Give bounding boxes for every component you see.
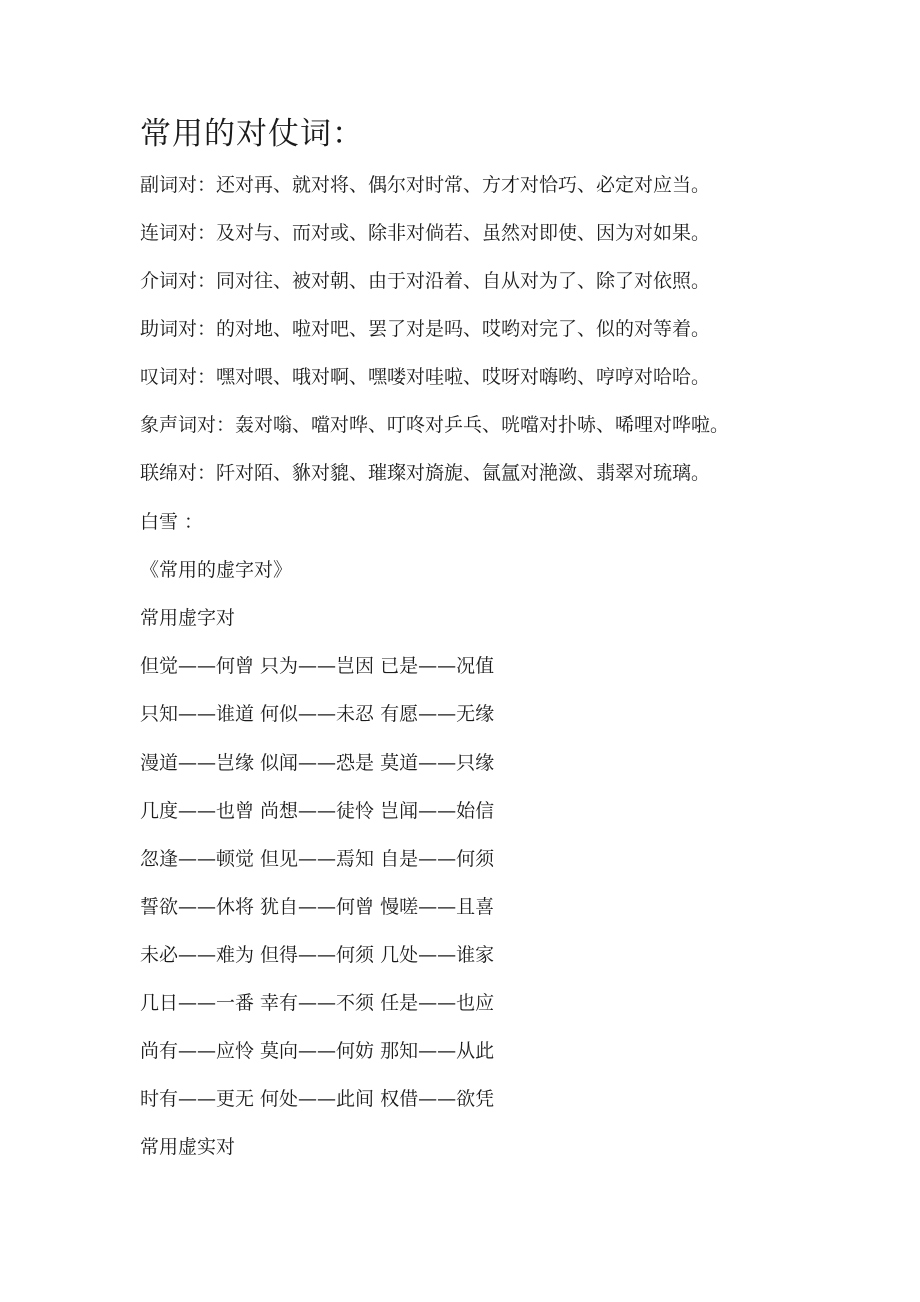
xuzi-row: 几日——一番 幸有——不须 任是——也应	[140, 992, 495, 1014]
xuzi-row: 但觉——何曾 只为——岂因 已是——况值	[140, 655, 495, 677]
pair-line-preposition: 介词对：同对往、被对朝、由于对沿着、自从对为了、除了对依照。	[140, 270, 711, 292]
section-heading-xushi: 常用虚实对	[140, 1136, 236, 1158]
page-title: 常用的对仗词：	[140, 116, 364, 152]
xuzi-row: 誓欲——休将 犹自——何曾 慢嗟——且喜	[140, 896, 495, 918]
xuzi-row: 几度——也曾 尚想——徒怜 岂闻——始信	[140, 800, 495, 822]
xuzi-row: 未必——难为 但得——何须 几处——谁家	[140, 944, 495, 966]
pair-line-binome: 联绵对：阡对陌、貅对貔、璀璨对旖旎、氤氲对滟潋、翡翠对琉璃。	[140, 462, 711, 484]
pair-line-conjunction: 连词对：及对与、而对或、除非对倘若、虽然对即使、因为对如果。	[140, 222, 711, 244]
pair-line-onomatopoeia: 象声词对：轰对嗡、噹对哗、叮咚对乒乓、咣噹对扑哧、唏哩对哗啦。	[140, 414, 730, 436]
xuzi-row: 忽逢——顿觉 但见——焉知 自是——何须	[140, 848, 495, 870]
pair-line-interjection: 叹词对：嘿对喂、哦对啊、嘿喽对哇啦、哎呀对嗨哟、哼哼对哈哈。	[140, 366, 711, 388]
xuzi-row: 只知——谁道 何似——未忍 有愿——无缘	[140, 703, 495, 725]
author-line: 白雪 ：	[140, 511, 204, 533]
xuzi-row: 时有——更无 何处——此间 权借——欲凭	[140, 1088, 495, 1110]
book-title: 《常用的虚字对》	[140, 559, 293, 581]
pair-line-adverb: 副词对：还对再、就对将、偶尔对时常、方才对恰巧、必定对应当。	[140, 174, 711, 196]
xuzi-row: 漫道——岂缘 似闻——恐是 莫道——只缘	[140, 752, 495, 774]
section-heading-xuzi: 常用虚字对	[140, 607, 236, 629]
pair-line-particle: 助词对：的对地、啦对吧、罢了对是吗、哎哟对完了、似的对等着。	[140, 318, 711, 340]
xuzi-row: 尚有——应怜 莫向——何妨 那知——从此	[140, 1040, 495, 1062]
